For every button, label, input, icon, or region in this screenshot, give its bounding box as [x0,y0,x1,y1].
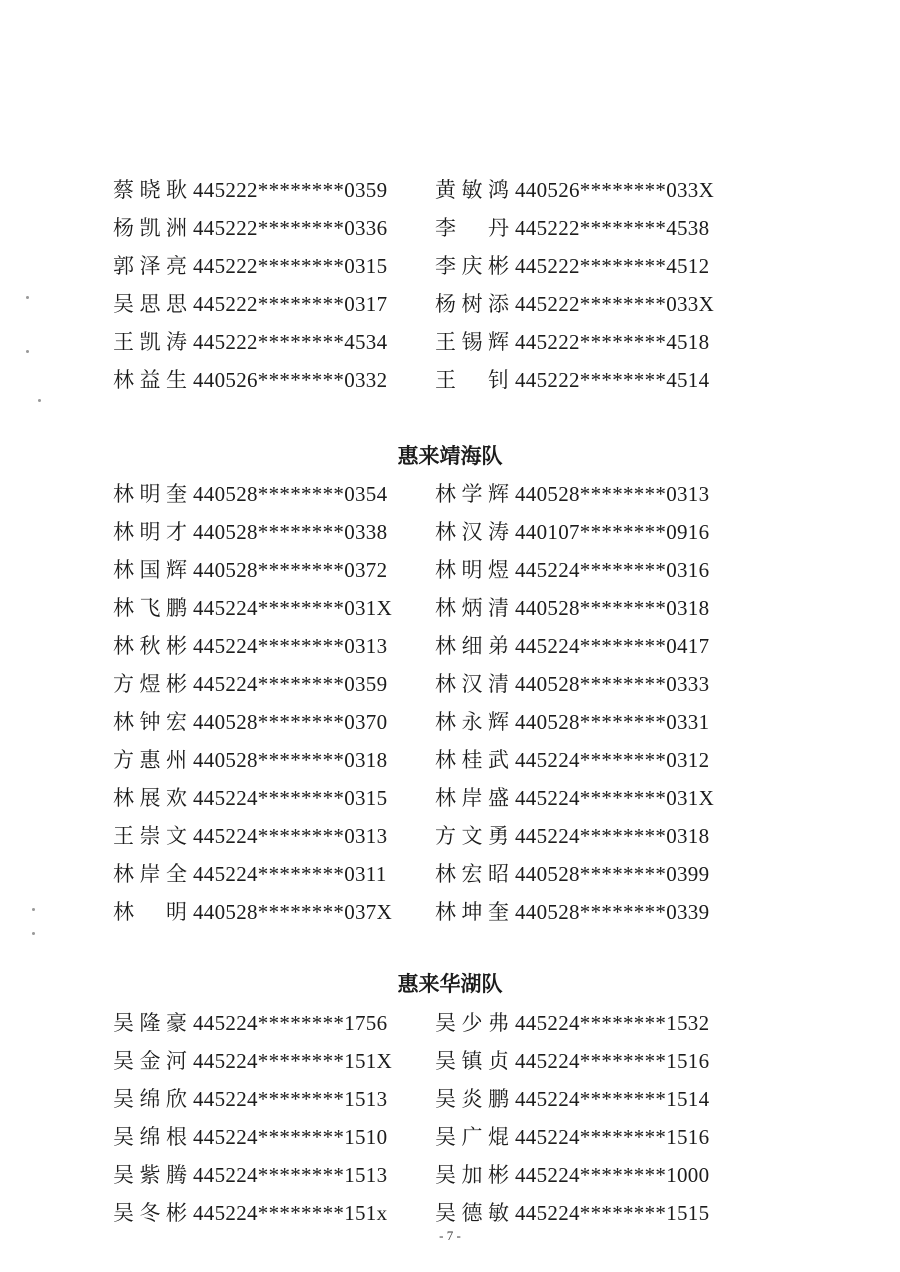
list-row [113,707,753,737]
id-number: 445222********4534 [193,330,388,354]
id-number: 445222********0317 [193,292,388,316]
list-row [113,213,753,243]
person-name: 林岸全 [113,862,187,886]
person-name: 吴德敏 [435,1201,509,1225]
person-name: 吴镇贞 [435,1049,509,1073]
list-row [113,783,753,813]
id-number: 440528********0338 [193,520,388,544]
id-number: 445224********0316 [515,558,710,582]
person-name: 王凯涛 [113,330,187,354]
person-name: 吴紫腾 [113,1163,187,1187]
id-number: 440528********0318 [193,748,388,772]
person-name: 李丹 [435,216,509,240]
person-name: 林明奎 [113,482,187,506]
list-row [113,1122,753,1152]
id-number: 445224********1513 [193,1087,388,1111]
person-name: 林桂武 [435,748,509,772]
list-row [113,745,753,775]
id-number: 440528********0370 [193,710,388,734]
list-row [113,251,753,281]
section-heading: 惠来华湖队 [397,972,503,996]
id-number: 440528********0354 [193,482,388,506]
person-name: 林国辉 [113,558,187,582]
scan-speck [38,399,41,402]
page-number: - 7 - [439,1228,461,1243]
id-number: 440528********0331 [515,710,710,734]
id-number: 440528********0399 [515,862,710,886]
list-row [113,327,753,357]
person-name: 蔡晓耿 [113,178,187,202]
list-row [113,289,753,319]
scan-speck [26,350,29,353]
list-row [113,897,753,927]
id-number: 445224********1514 [515,1087,710,1111]
list-row [113,821,753,851]
id-number: 445222********4518 [515,330,710,354]
id-number: 445222********0315 [193,254,388,278]
id-number: 445224********0417 [515,634,710,658]
id-number: 445222********0336 [193,216,388,240]
list-row [113,479,753,509]
id-number: 440528********0333 [515,672,710,696]
person-name: 吴少弗 [435,1011,509,1035]
id-number: 445224********0318 [515,824,710,848]
id-number: 445224********1515 [515,1201,710,1225]
person-name: 林秋彬 [113,634,187,658]
person-name: 林学辉 [435,482,509,506]
person-name: 林汉清 [435,672,509,696]
person-name: 吴思思 [113,292,187,316]
person-name: 林汉涛 [435,520,509,544]
id-number: 440107********0916 [515,520,710,544]
list-row [113,593,753,623]
person-name: 林展欢 [113,786,187,810]
id-number: 445222********4514 [515,368,710,392]
person-name: 吴绵欣 [113,1087,187,1111]
scan-speck [32,932,35,935]
person-name: 林飞鹏 [113,596,187,620]
id-number: 440528********0313 [515,482,710,506]
person-name: 吴冬彬 [113,1201,187,1225]
id-number: 445224********1510 [193,1125,388,1149]
person-name: 吴隆豪 [113,1011,187,1035]
person-name: 吴金河 [113,1049,187,1073]
person-name: 王钊 [435,368,509,392]
person-name: 林益生 [113,368,187,392]
id-number: 440526********0332 [193,368,388,392]
list-row [113,517,753,547]
id-number: 445222********4512 [515,254,710,278]
id-number: 445224********1513 [193,1163,388,1187]
person-name: 黄敏鸿 [435,178,509,202]
person-name: 林明才 [113,520,187,544]
id-number: 445224********0359 [193,672,388,696]
id-number: 445224********0312 [515,748,710,772]
id-number: 445224********151X [193,1049,393,1073]
scan-speck [32,908,35,911]
person-name: 林明 [113,900,187,924]
scan-speck [26,296,29,299]
list-row [113,1046,753,1076]
list-row [113,1198,753,1228]
person-name: 吴广焜 [435,1125,509,1149]
person-name: 王锡辉 [435,330,509,354]
id-number: 445224********0313 [193,634,388,658]
person-name: 王崇文 [113,824,187,848]
person-name: 李庆彬 [435,254,509,278]
person-name: 林岸盛 [435,786,509,810]
section-heading: 惠来靖海队 [397,444,503,468]
person-name: 林永辉 [435,710,509,734]
list-row [113,631,753,661]
id-number: 445224********1532 [515,1011,710,1035]
person-name: 杨树添 [435,292,509,316]
id-number: 445222********033X [515,292,715,316]
id-number: 445224********0311 [193,862,387,886]
list-row [113,555,753,585]
person-name: 方煜彬 [113,672,187,696]
id-number: 440526********033X [515,178,715,202]
id-number: 445224********1516 [515,1125,710,1149]
list-row [113,859,753,889]
person-name: 林细弟 [435,634,509,658]
id-number: 440528********037X [193,900,393,924]
list-row [113,669,753,699]
id-number: 440528********0372 [193,558,388,582]
id-number: 445224********1516 [515,1049,710,1073]
list-row [113,1160,753,1190]
id-number: 445222********4538 [515,216,710,240]
person-name: 方惠州 [113,748,187,772]
list-row [113,175,753,205]
person-name: 吴炎鹏 [435,1087,509,1111]
id-number: 445224********151x [193,1201,388,1225]
list-row [113,365,753,395]
id-number: 440528********0318 [515,596,710,620]
person-name: 林宏昭 [435,862,509,886]
id-number: 445224********031X [515,786,715,810]
id-number: 445224********1756 [193,1011,388,1035]
id-number: 445224********0313 [193,824,388,848]
person-name: 林坤奎 [435,900,509,924]
id-number: 445224********031X [193,596,393,620]
person-name: 杨凯洲 [113,216,187,240]
list-row [113,1084,753,1114]
person-name: 林明煜 [435,558,509,582]
person-name: 吴加彬 [435,1163,509,1187]
id-number: 440528********0339 [515,900,710,924]
person-name: 郭泽亮 [113,254,187,278]
id-number: 445224********0315 [193,786,388,810]
id-number: 445222********0359 [193,178,388,202]
person-name: 林钟宏 [113,710,187,734]
id-number: 445224********1000 [515,1163,710,1187]
person-name: 方文勇 [435,824,509,848]
person-name: 吴绵根 [113,1125,187,1149]
person-name: 林炳清 [435,596,509,620]
list-row [113,1008,753,1038]
